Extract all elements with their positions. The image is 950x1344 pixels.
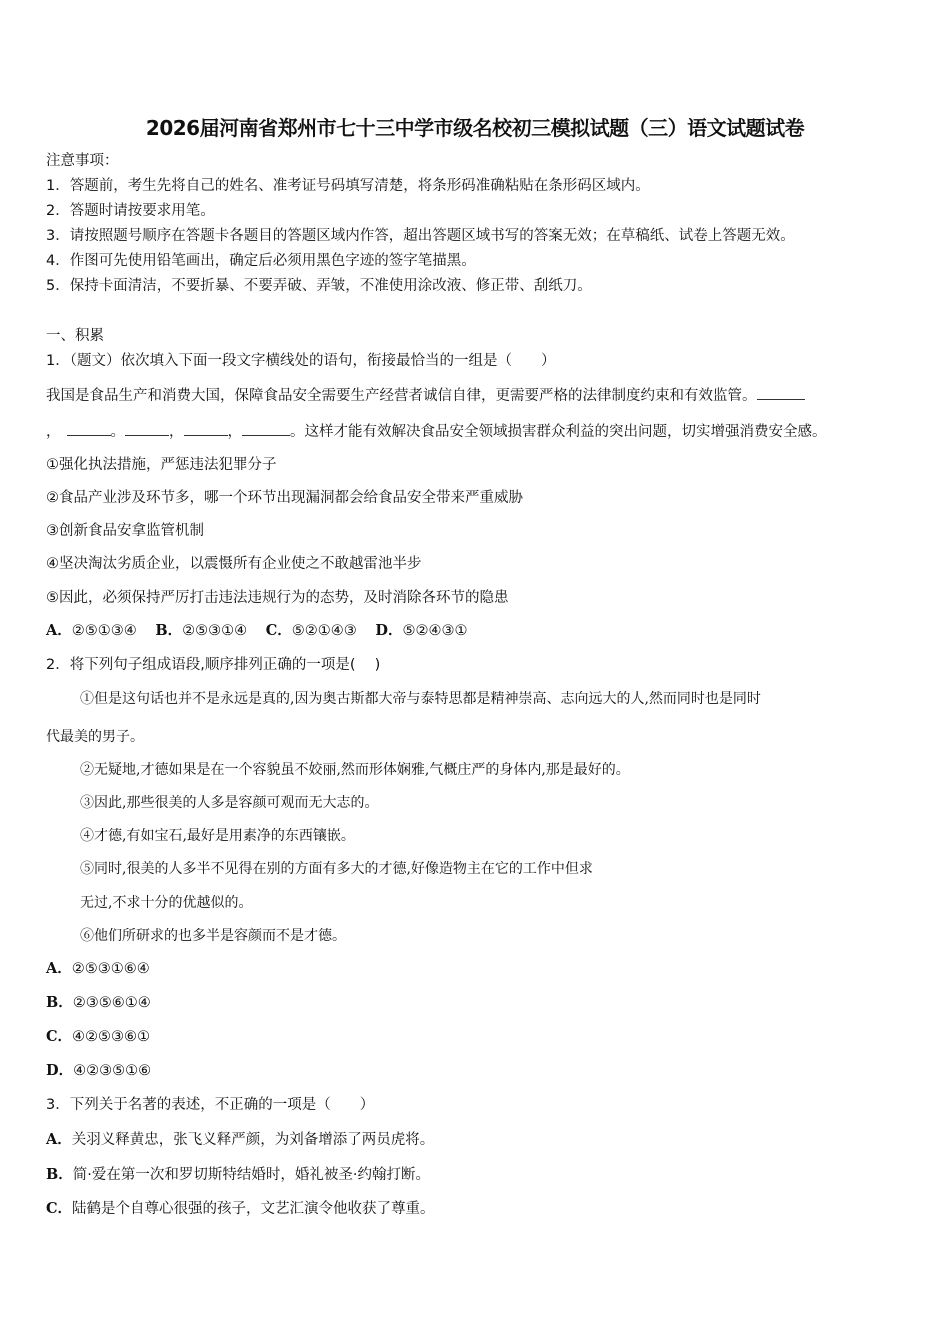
question-2-sentence: ③因此,那些很美的人多是容颜可观而无大志的。 (80, 795, 379, 811)
punctuation: ， (46, 424, 61, 440)
question-2-option-a[interactable] (46, 959, 150, 979)
option-value: ②③⑤⑥①④ (72, 995, 151, 1011)
document-title: 2026届河南省郑州市七十三中学市级名校初三模拟试题（三）语文试题试卷 (145, 116, 805, 140)
option-letter: B． (46, 1166, 73, 1183)
question-3-option-a[interactable] (46, 1130, 434, 1150)
question-1-item: ③创新食品安拿监管机制 (46, 523, 204, 539)
question-1-item: ①强化执法措施，严惩违法犯罪分子 (46, 457, 277, 473)
question-3-stem: 3．下列关于名著的表述，不正确的一项是（ ） (46, 1097, 375, 1113)
question-2-stem: 2．将下列句子组成语段,顺序排列正确的一项是( ) (46, 657, 381, 673)
notice-heading: 注意事项： (46, 153, 119, 169)
punctuation: ， (227, 424, 242, 440)
option-a-value[interactable]: ②⑤①③④ (71, 623, 137, 639)
question-2-option-c[interactable] (46, 1027, 150, 1047)
passage-text: 我国是食品生产和消费大国，保障食品安全需要生产经营者诚信自律，更需要严格的法律制度约束和有效监管。 (46, 388, 757, 404)
option-letter: C． (46, 1200, 73, 1217)
question-1-item: ④坚决淘汰劣质企业，以震慑所有企业使之不敢越雷池半步 (46, 556, 422, 572)
question-2-sentence: 无过,不求十分的优越似的。 (80, 895, 253, 911)
notice-item: 5．保持卡面清洁，不要折暴、不要弄破、弄皱，不准使用涂改液、修正带、刮纸刀。 (46, 278, 592, 294)
option-d-letter: D． (375, 622, 403, 639)
option-c-value[interactable]: ⑤②①④③ (291, 623, 357, 639)
question-2-sentence: 代最美的男子。 (46, 729, 144, 745)
option-value: 关羽义释黄忠，张飞义释严颜，为刘备增添了两员虎将。 (71, 1132, 435, 1148)
option-a-letter: A． (46, 622, 72, 639)
option-value: 简·爱在第一次和罗切斯特结婚时，婚礼被圣·约翰打断。 (72, 1167, 430, 1183)
notice-item: 1．答题前，考生先将自己的姓名、准考证号码填写清楚，将条形码准确粘贴在条形码区域内。 (46, 178, 650, 194)
question-3-option-b[interactable] (46, 1165, 430, 1185)
fill-blank (757, 385, 805, 400)
option-value: 陆鹤是个自尊心很强的孩子，文艺汇演令他收获了尊重。 (72, 1201, 435, 1217)
option-b-value[interactable]: ②⑤③①④ (182, 623, 248, 639)
question-2-option-d[interactable] (46, 1061, 151, 1081)
option-letter: C． (46, 1028, 73, 1045)
option-letter: D． (46, 1062, 74, 1079)
question-2-sentence: ⑥他们所研求的也多半是容颜而不是才德。 (80, 928, 346, 944)
question-2-option-b[interactable] (46, 993, 151, 1013)
option-letter: A． (46, 960, 72, 977)
fill-blank (184, 421, 228, 436)
punctuation: ， (169, 424, 184, 440)
option-letter: A． (46, 1131, 72, 1148)
passage-text: 。这样才能有效解决食品安全领域损害群众利益的突出问题，切实增强消费安全感。 (290, 424, 827, 440)
option-c-letter: C． (265, 622, 292, 639)
question-2-sentence: ②无疑地,才德如果是在一个容貌虽不姣丽,然而形体娴雅,气概庄严的身体内,那是最好的。 (80, 762, 630, 778)
question-1-stem: 1．（题文）依次填入下面一段文字横线处的语句，衔接最恰当的一组是（ ） (46, 353, 556, 369)
section-heading: 一、积累 (46, 328, 104, 344)
option-letter: B． (46, 994, 73, 1011)
question-1-item: ②食品产业涉及环节多，哪一个环节出现漏洞都会给食品安全带来严重威胁 (46, 490, 523, 506)
question-2-sentence: ①但是这句话也并不是永远是真的,因为奥古斯都大帝与泰特思都是精神崇高、志向远大的人,然而同时也是同时 (80, 691, 761, 707)
fill-blank (67, 421, 111, 436)
fill-blank (242, 421, 290, 436)
notice-item: 2．答题时请按要求用笔。 (46, 203, 215, 219)
question-2-sentence: ④才德,有如宝石,最好是用素净的东西镶嵌。 (80, 828, 355, 844)
question-1-passage (46, 385, 805, 406)
question-2-sentence: ⑤同时,很美的人多半不见得在别的方面有多大的才德,好像造物主在它的工作中但求 (80, 861, 593, 877)
option-d-value[interactable]: ⑤②④③① (402, 623, 468, 639)
option-b-letter: B． (155, 622, 183, 639)
notice-item: 3．请按照题号顺序在答题卡各题目的答题区域内作答，超出答题区域书写的答案无效；在草稿纸、试卷上答题无效。 (46, 228, 795, 244)
punctuation: 。 (110, 424, 125, 440)
question-3-option-c[interactable] (46, 1199, 435, 1219)
option-value: ④②⑤③⑥① (72, 1029, 151, 1045)
question-1-passage-continued (46, 421, 827, 442)
option-value: ②⑤③①⑥④ (71, 961, 150, 977)
question-1-options (46, 621, 467, 641)
option-value: ④②③⑤①⑥ (73, 1063, 152, 1079)
question-1-item: ⑤因此，必须保持严厉打击违法违规行为的态势，及时消除各环节的隐患 (46, 590, 509, 606)
fill-blank (125, 421, 169, 436)
notice-item: 4．作图可先使用铅笔画出，确定后必须用黑色字迹的签字笔描黑。 (46, 253, 476, 269)
